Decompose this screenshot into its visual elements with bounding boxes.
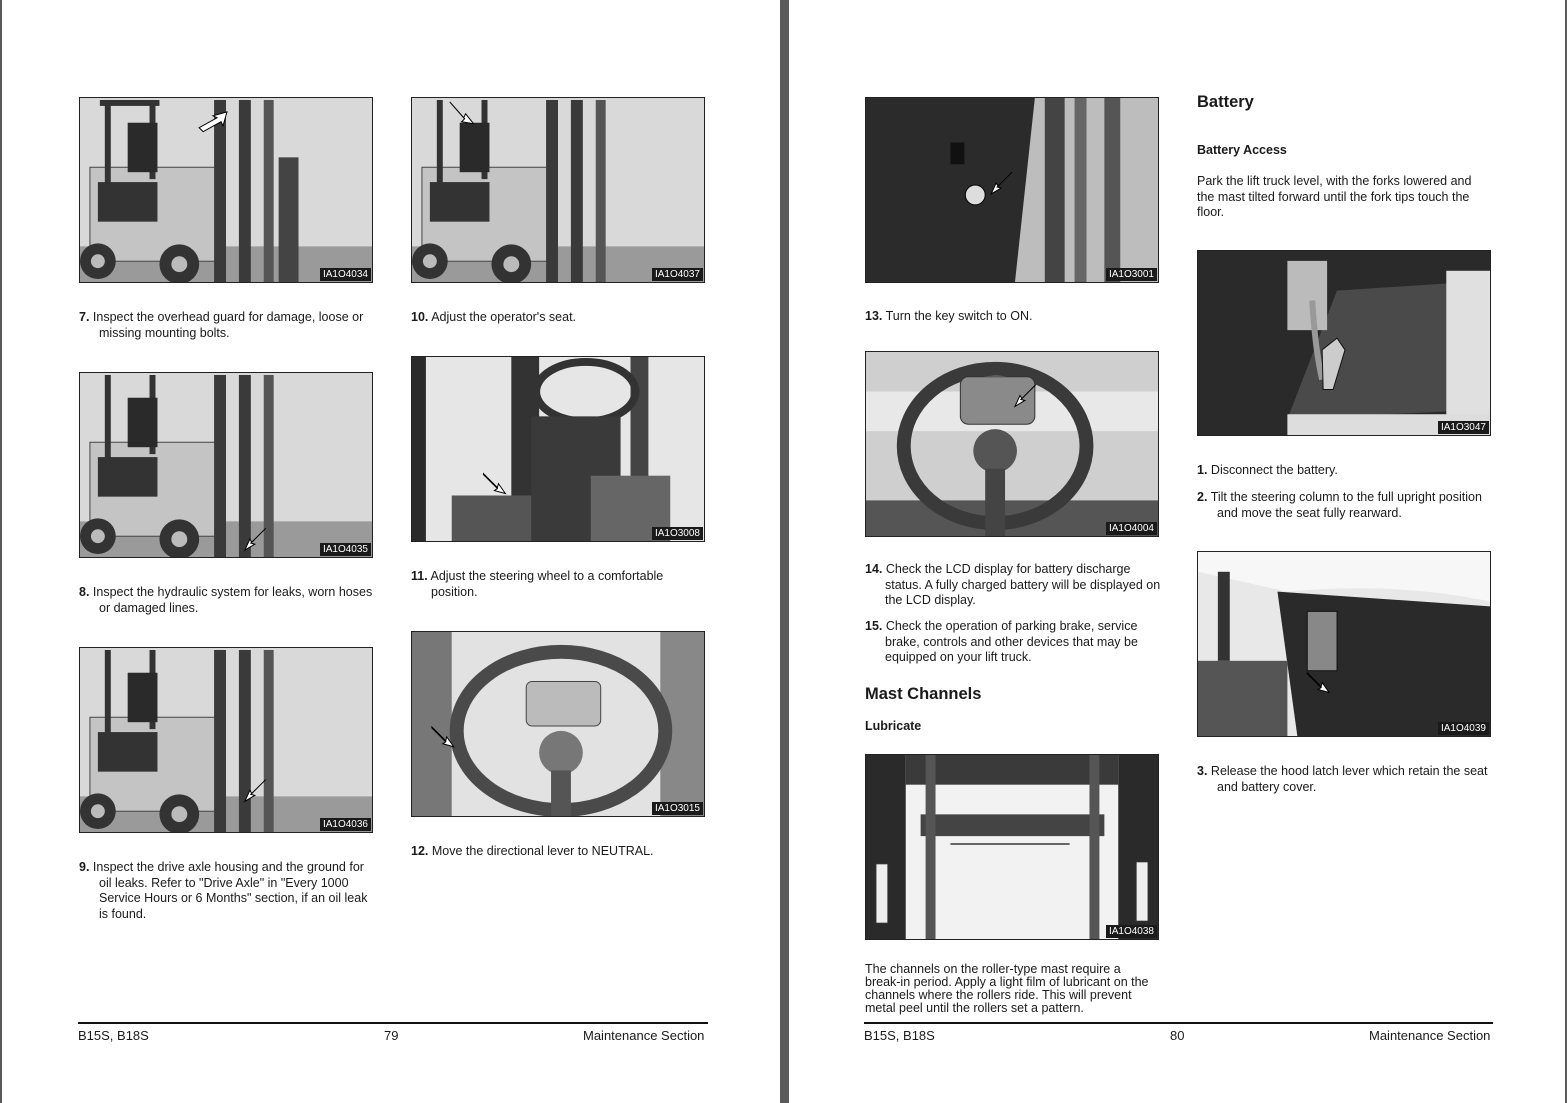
step-3: 3. Release the hood latch lever which retain the seat and battery cover. xyxy=(1197,764,1488,794)
key-switch-photo-illustration xyxy=(866,98,1158,282)
footer-rule xyxy=(78,1022,708,1024)
footer-section: Maintenance Section xyxy=(1369,1028,1491,1043)
step-1: 1. Disconnect the battery. xyxy=(1197,463,1338,477)
step-13: 13. Turn the key switch to ON. xyxy=(865,309,1033,323)
figure-code: IA1O4035 xyxy=(320,543,371,556)
figure-mast-channels xyxy=(865,754,1159,940)
page-79 xyxy=(2,0,780,1103)
footer-model: B15S, B18S xyxy=(78,1028,149,1043)
figure-directional-lever xyxy=(411,631,705,817)
mast-photo-illustration xyxy=(866,755,1158,939)
step-15: 15. Check the operation of parking brake, service brake, controls and other devices that may be equipped on your lift truck. xyxy=(865,619,1138,664)
figure-steering-adjust xyxy=(411,356,705,542)
step-11: 11. Adjust the steering wheel to a comfortable position. xyxy=(411,569,664,599)
figure-hood-latch xyxy=(1197,551,1491,737)
footer-section: Maintenance Section xyxy=(583,1028,705,1043)
figure-code: IA1O3015 xyxy=(652,802,703,815)
battery-photo-illustration xyxy=(1198,251,1490,435)
figure-key-switch xyxy=(865,97,1159,283)
step-2: 2. Tilt the steering column to the full upright position and move the seat fully rearward. xyxy=(1197,490,1482,520)
figure-lcd-display xyxy=(865,351,1159,537)
footer-rule xyxy=(864,1022,1493,1024)
figure-code: IA1O4039 xyxy=(1438,722,1489,735)
battery-heading: Battery xyxy=(1197,93,1254,111)
footer-model: B15S, B18S xyxy=(864,1028,935,1043)
figure-code: IA1O3001 xyxy=(1106,268,1157,281)
figure-code: IA1O4034 xyxy=(320,268,371,281)
footer-page-number: 79 xyxy=(384,1028,399,1043)
forklift-photo-illustration xyxy=(412,98,704,282)
step-10: 10. Adjust the operator's seat. xyxy=(411,310,577,324)
figure-drive-axle xyxy=(79,647,373,833)
footer-page-number: 80 xyxy=(1170,1028,1185,1043)
figure-code: IA1O3008 xyxy=(652,527,703,540)
step-14: 14. Check the LCD display for battery discharge status. A fully charged battery will be displayed on the LCD display. xyxy=(865,562,1161,607)
figure-operator-seat xyxy=(411,97,705,283)
hood-photo-illustration xyxy=(1198,552,1490,736)
forklift-photo-illustration xyxy=(80,98,372,282)
figure-hydraulic-system xyxy=(79,372,373,558)
mast-channels-heading: Mast Channels xyxy=(865,685,982,703)
step-7: 7. Inspect the overhead guard for damage, loose or missing mounting bolts. xyxy=(79,310,364,340)
step-8: 8. Inspect the hydraulic system for leaks, worn hoses or damaged lines. xyxy=(79,585,373,615)
page-80 xyxy=(789,0,1565,1103)
figure-code: IA1O4037 xyxy=(652,268,703,281)
steering-photo-illustration xyxy=(412,632,704,816)
forklift-photo-illustration xyxy=(80,648,372,832)
cab-photo-illustration xyxy=(412,357,704,541)
figure-code: IA1O4038 xyxy=(1106,925,1157,938)
mast-channels-paragraph: The channels on the roller-type mast require a break-in period. Apply a light film of lubricant on the channels where the rollers ride. This will prevent metal peel until the rollers set a pattern. xyxy=(865,962,1149,1015)
step-12: 12. Move the directional lever to NEUTRAL. xyxy=(411,844,654,858)
figure-code: IA1O3047 xyxy=(1438,421,1489,434)
forklift-photo-illustration xyxy=(80,373,372,557)
figure-overhead-guard xyxy=(79,97,373,283)
step-9: 9. Inspect the drive axle housing and the ground for oil leaks. Refer to "Drive Axle" in "Every 1000 Service Hours or 6 Months" section, if an oil leak is found. xyxy=(79,860,368,921)
battery-access-subheading: Battery Access xyxy=(1197,143,1287,157)
battery-access-paragraph: Park the lift truck level, with the forks lowered and the mast tilted forward until the fork tips touch the floor. xyxy=(1197,174,1472,219)
figure-battery-connector xyxy=(1197,250,1491,436)
steering-photo-illustration xyxy=(866,352,1158,536)
lubricate-subheading: Lubricate xyxy=(865,719,922,733)
figure-code: IA1O4036 xyxy=(320,818,371,831)
figure-code: IA1O4004 xyxy=(1106,522,1157,535)
